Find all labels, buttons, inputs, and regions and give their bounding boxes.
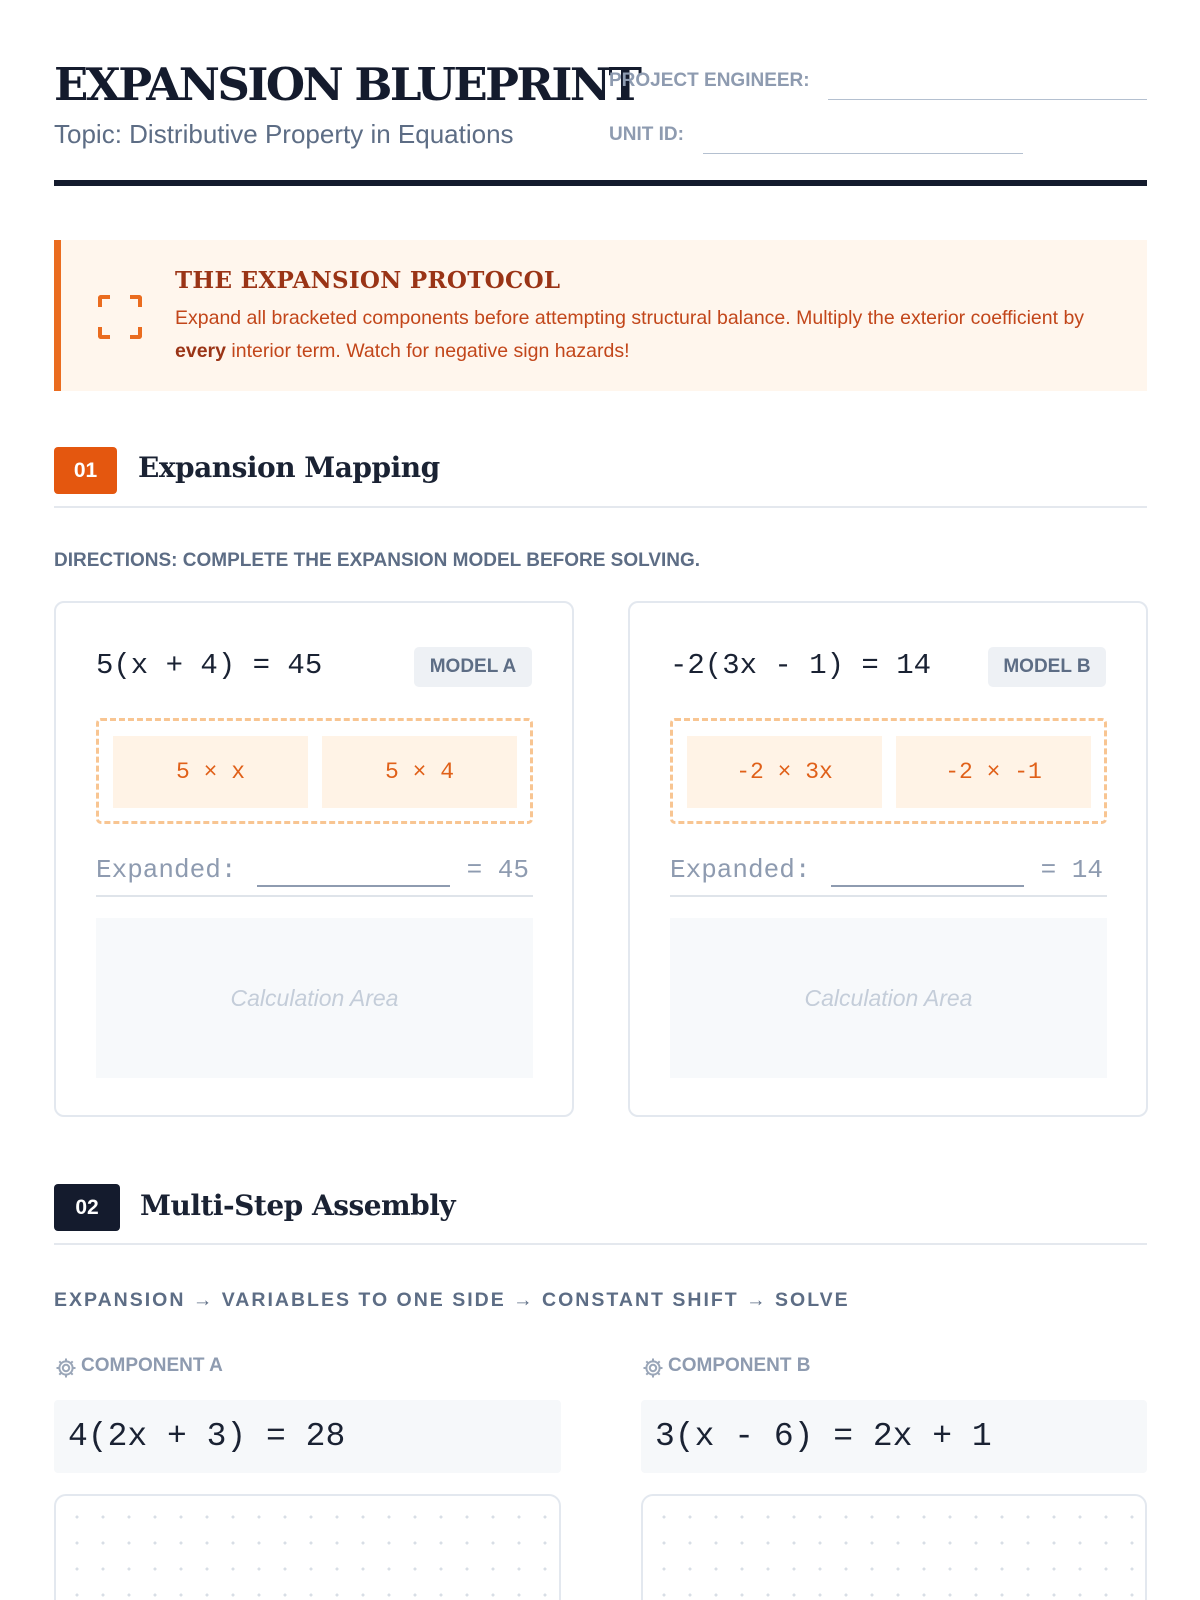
section-number-badge: 01 — [54, 447, 117, 494]
protocol-title: THE EXPANSION PROTOCOL — [175, 267, 561, 294]
page-title: EXPANSION BLUEPRINT — [54, 58, 640, 111]
calculation-area[interactable]: Calculation Area — [96, 918, 533, 1078]
process-flow: EXPANSION → VARIABLES TO ONE SIDE → CONSTANT SHIFT → SOLVE — [54, 1289, 850, 1311]
expanded-answer-row — [670, 855, 1107, 897]
expanded-rhs: = 14 — [1040, 855, 1103, 885]
directions-text: DIRECTIONS: COMPLETE THE EXPANSION MODEL BEFORE SOLVING. — [54, 550, 701, 571]
calculation-area[interactable]: Calculation Area — [670, 918, 1107, 1078]
expanded-label: Expanded: — [670, 855, 811, 885]
unit-id-label: UNIT ID: — [609, 124, 684, 145]
expanded-answer-blank[interactable] — [257, 885, 450, 887]
model-card-a — [54, 601, 574, 1117]
expansion-term-1: -2 × 3x — [687, 736, 882, 808]
protocol-text: Expand all bracketed components before attempting structural balance. Multiply the exterior coefficient by every interior term. Watch for negative sign hazards! — [175, 307, 1085, 362]
section-divider — [54, 1243, 1147, 1245]
expanded-rhs: = 45 — [466, 855, 529, 885]
component-b-equation: 3(x - 6) = 2x + 1 — [641, 1400, 1147, 1473]
model-badge: MODEL B — [988, 647, 1106, 687]
expanded-answer-blank[interactable] — [831, 885, 1024, 887]
project-engineer-field[interactable] — [828, 99, 1147, 100]
component-a-work-area[interactable] — [54, 1494, 561, 1600]
protocol-emphasis: every — [175, 340, 226, 362]
section-number-badge: 02 — [54, 1184, 120, 1231]
focus-frame-icon — [98, 295, 142, 339]
expansion-term-2: -2 × -1 — [896, 736, 1091, 808]
section-divider — [54, 506, 1147, 508]
unit-id-field[interactable] — [703, 153, 1023, 154]
component-b-work-area[interactable] — [641, 1494, 1147, 1600]
model-badge: MODEL A — [414, 647, 532, 687]
expanded-answer-row — [96, 855, 533, 897]
expansion-term-1: 5 × x — [113, 736, 308, 808]
gear-icon — [641, 1356, 665, 1380]
expansion-model-box — [96, 718, 533, 824]
gear-icon — [54, 1356, 78, 1380]
worksheet-page: EXPANSION BLUEPRINT Topic: Distributive Property in Equations PROJECT ENGINEER: UNIT ID: THE EXPANSION PROTOCOL Expand all bracketed components before attempting structural balance. Multiply the exterior coefficient by every interior term. Watch for negative sign hazards! 01 Expansion Mapping DIRECTIONS: COMPLETE THE EXPANSION MODEL BEFORE SOLVING. 5(x + 4) = 45 MODEL A 5 × x 5 × 4 Expanded: = 45 Calculation Area -2(3x - 1) = 14 MODEL B -2 × 3x -2 × -1 Expanded: = 14 Calculation Area 02 Multi-Step Assembly EXPANSION → VARIABLES TO ONE SIDE → CONSTANT SHIFT → SOLVE COMPONENT A 4(2x + 3) = 28 COMPONENT B 3(x - 6) = 2x + 1 — [54, 0, 1147, 1600]
expansion-model-box — [670, 718, 1107, 824]
header-divider — [54, 180, 1147, 186]
page-subtitle: Topic: Distributive Property in Equations — [54, 119, 514, 149]
expanded-label: Expanded: — [96, 855, 237, 885]
section-title: Multi-Step Assembly — [140, 1189, 456, 1222]
model-card-b — [628, 601, 1148, 1117]
protocol-callout — [54, 240, 1147, 391]
component-a-equation: 4(2x + 3) = 28 — [54, 1400, 561, 1473]
model-equation: 5(x + 4) = 45 — [96, 649, 323, 682]
project-engineer-label: PROJECT ENGINEER: — [609, 70, 810, 91]
model-equation: -2(3x - 1) = 14 — [670, 649, 932, 682]
section-title: Expansion Mapping — [138, 451, 440, 484]
expansion-term-2: 5 × 4 — [322, 736, 517, 808]
